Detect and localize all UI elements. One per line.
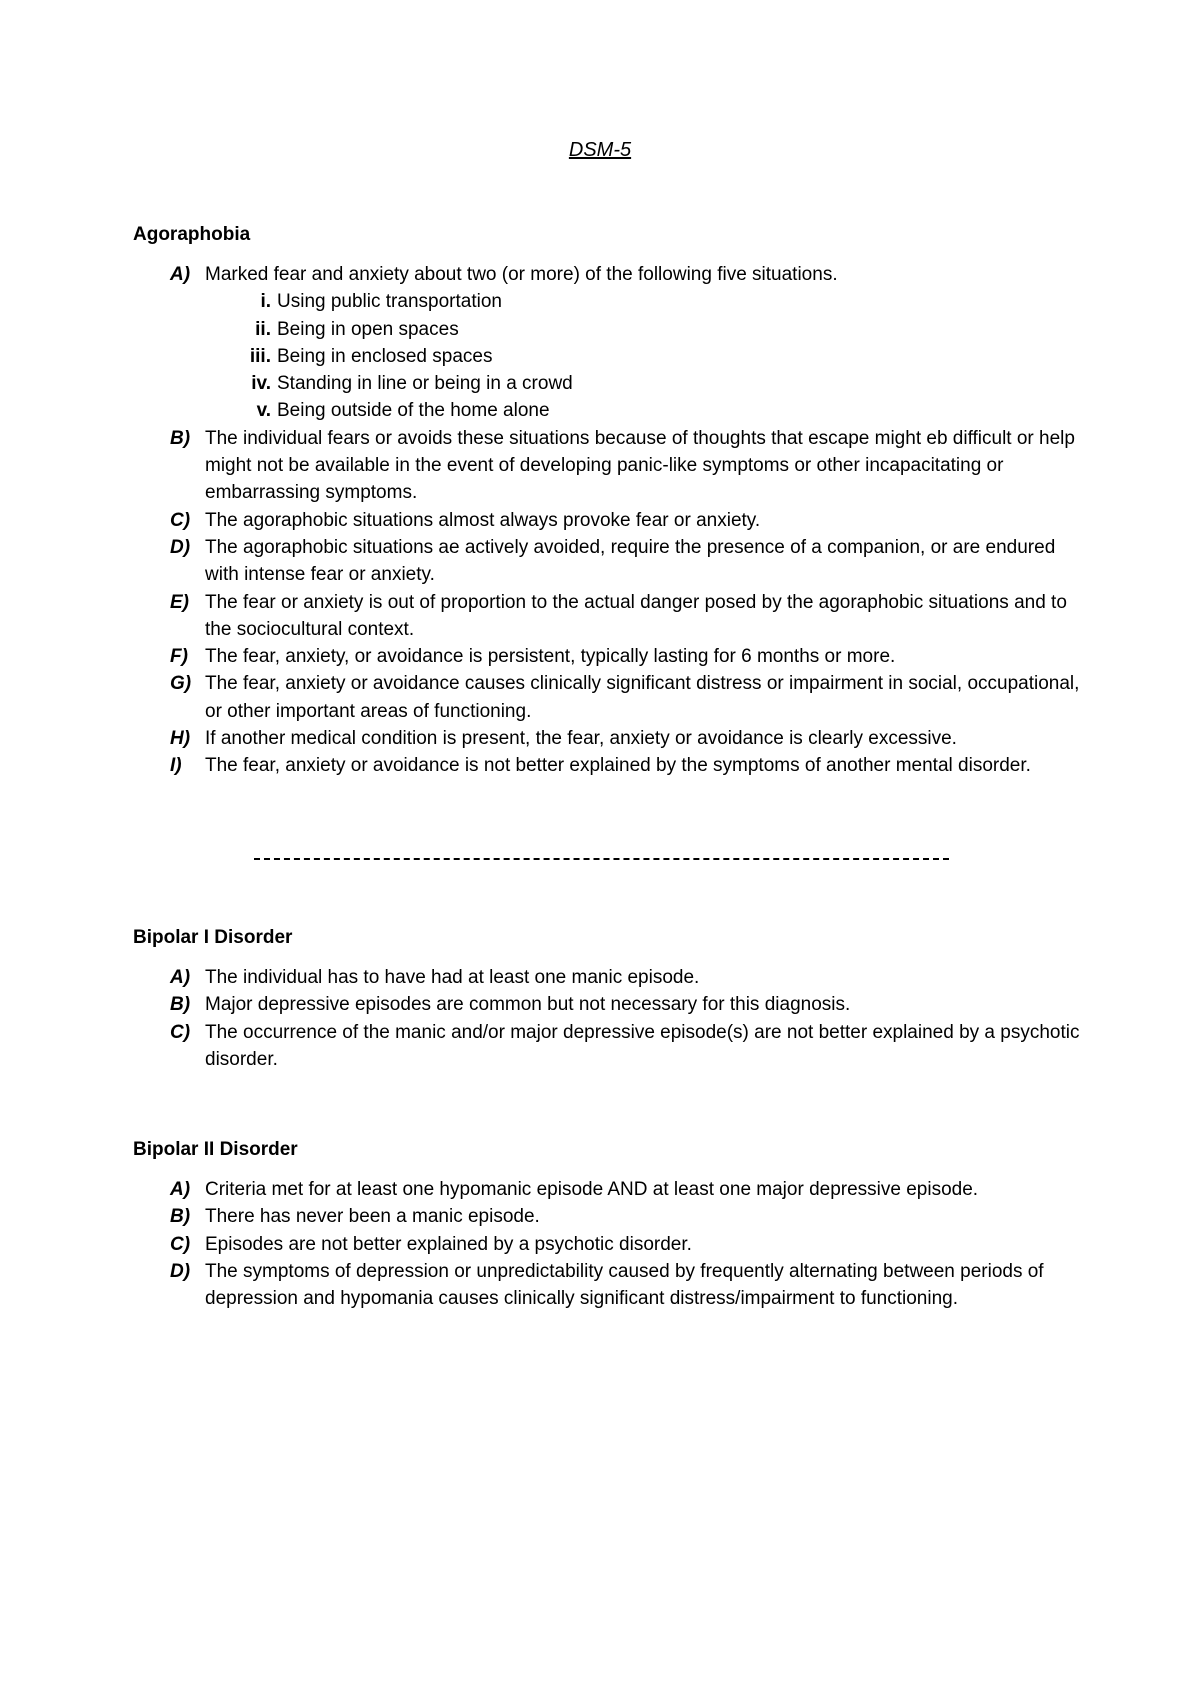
section-heading: Bipolar II Disorder — [133, 1139, 298, 1160]
criterion-marker: I) — [170, 755, 182, 777]
criterion-item — [133, 1019, 1093, 1074]
criterion-marker: G) — [170, 673, 192, 695]
criterion-item — [133, 670, 1093, 725]
sub-item-text: Being in open spaces — [277, 318, 459, 340]
criterion-text: If another medical condition is present, the fear, anxiety or avoidance is clearly excessive. — [205, 728, 957, 750]
criterion-text: The fear, anxiety or avoidance is not better explained by the symptoms of another mental disorder. — [205, 755, 1031, 777]
criterion-text: The fear, anxiety or avoidance causes clinically significant distress or impairment in social, occupational, or other important areas of functioning. — [205, 673, 1080, 722]
criterion-item — [133, 964, 1093, 991]
sub-item-text: Being in enclosed spaces — [277, 345, 493, 367]
criterion-marker: C) — [170, 1021, 191, 1043]
sub-item-text: Using public transportation — [277, 291, 502, 313]
section-heading: Bipolar I Disorder — [133, 927, 293, 948]
criterion-text: The fear or anxiety is out of proportion to the actual danger posed by the agoraphobic situations and to the sociocultural context. — [205, 591, 1067, 640]
sub-item-list — [205, 288, 1093, 424]
sub-item-text: Being outside of the home alone — [277, 400, 550, 422]
sub-item-marker: ii. — [255, 318, 271, 340]
sub-item — [205, 370, 1093, 397]
criterion-marker: E) — [170, 591, 189, 613]
criterion-text: The individual fears or avoids these situations because of thoughts that escape might eb difficult or help might not be available in the event of developing panic-like symptoms or other incapacitating or embarrassing symptoms. — [205, 427, 1075, 504]
criterion-text: Marked fear and anxiety about two (or more) of the following five situations. — [205, 264, 838, 285]
criterion-item — [133, 1231, 1093, 1258]
criterion-marker: B) — [170, 427, 191, 449]
criterion-item — [133, 991, 1093, 1018]
sub-item-text: Standing in line or being in a crowd — [277, 373, 573, 395]
section-divider — [254, 858, 949, 860]
criterion-marker: A) — [170, 264, 191, 285]
section-bipolar-ii — [133, 1137, 1093, 1312]
criteria-list — [133, 964, 1093, 1073]
criterion-marker: C) — [170, 1233, 191, 1255]
criterion-text: Criteria met for at least one hypomanic episode AND at least one major depressive episode. — [205, 1179, 979, 1200]
sub-item — [205, 343, 1093, 370]
sub-item-marker: i. — [260, 291, 271, 313]
criterion-marker: B) — [170, 1206, 191, 1228]
criterion-text: Episodes are not better explained by a psychotic disorder. — [205, 1233, 692, 1255]
sub-item-marker: iv. — [251, 373, 271, 395]
criterion-marker: H) — [170, 728, 191, 750]
criterion-item — [133, 261, 1093, 425]
sub-item-marker: iii. — [249, 345, 271, 367]
section-heading: Agoraphobia — [133, 224, 251, 245]
criterion-item — [133, 507, 1093, 534]
section-agoraphobia — [133, 222, 1093, 780]
document-title: DSM-5 — [568, 139, 632, 161]
criteria-list — [133, 261, 1093, 780]
criterion-item — [133, 1203, 1093, 1230]
criterion-marker: F) — [170, 646, 188, 668]
sub-item — [205, 397, 1093, 424]
sub-item — [205, 288, 1093, 315]
criterion-marker: D) — [170, 536, 191, 558]
criterion-text: The symptoms of depression or unpredictability caused by frequently alternating between periods of depression and hypomania causes clinically significant distress/impairment to functioning. — [205, 1260, 1044, 1310]
criterion-marker: B) — [170, 994, 191, 1016]
criterion-item — [133, 589, 1093, 644]
criterion-marker: C) — [170, 509, 191, 531]
criterion-marker: D) — [170, 1260, 191, 1282]
criterion-item — [133, 1258, 1093, 1313]
criterion-item — [133, 534, 1093, 589]
criteria-list — [133, 1176, 1093, 1312]
criterion-text: The fear, anxiety, or avoidance is persistent, typically lasting for 6 months or more. — [205, 646, 896, 668]
criterion-text: The occurrence of the manic and/or major depressive episode(s) are not better explained by a psychotic disorder. — [205, 1021, 1080, 1070]
criterion-text: Major depressive episodes are common but not necessary for this diagnosis. — [205, 994, 851, 1016]
criterion-item — [133, 643, 1093, 670]
criterion-text: There has never been a manic episode. — [205, 1206, 540, 1228]
section-bipolar-i — [133, 925, 1093, 1073]
sub-item-marker: v. — [256, 400, 271, 422]
sub-item — [205, 316, 1093, 343]
criterion-text: The agoraphobic situations almost always provoke fear or anxiety. — [205, 509, 761, 531]
criterion-item — [133, 1176, 1093, 1203]
criterion-text: The individual has to have had at least one manic episode. — [205, 967, 700, 988]
criterion-marker: A) — [170, 967, 191, 988]
criterion-item — [133, 752, 1093, 779]
criterion-marker: A) — [170, 1179, 191, 1200]
criterion-item — [133, 725, 1093, 752]
criterion-item — [133, 425, 1093, 507]
criterion-text: The agoraphobic situations ae actively avoided, require the presence of a companion, or are endured with intense fear or anxiety. — [205, 536, 1056, 586]
